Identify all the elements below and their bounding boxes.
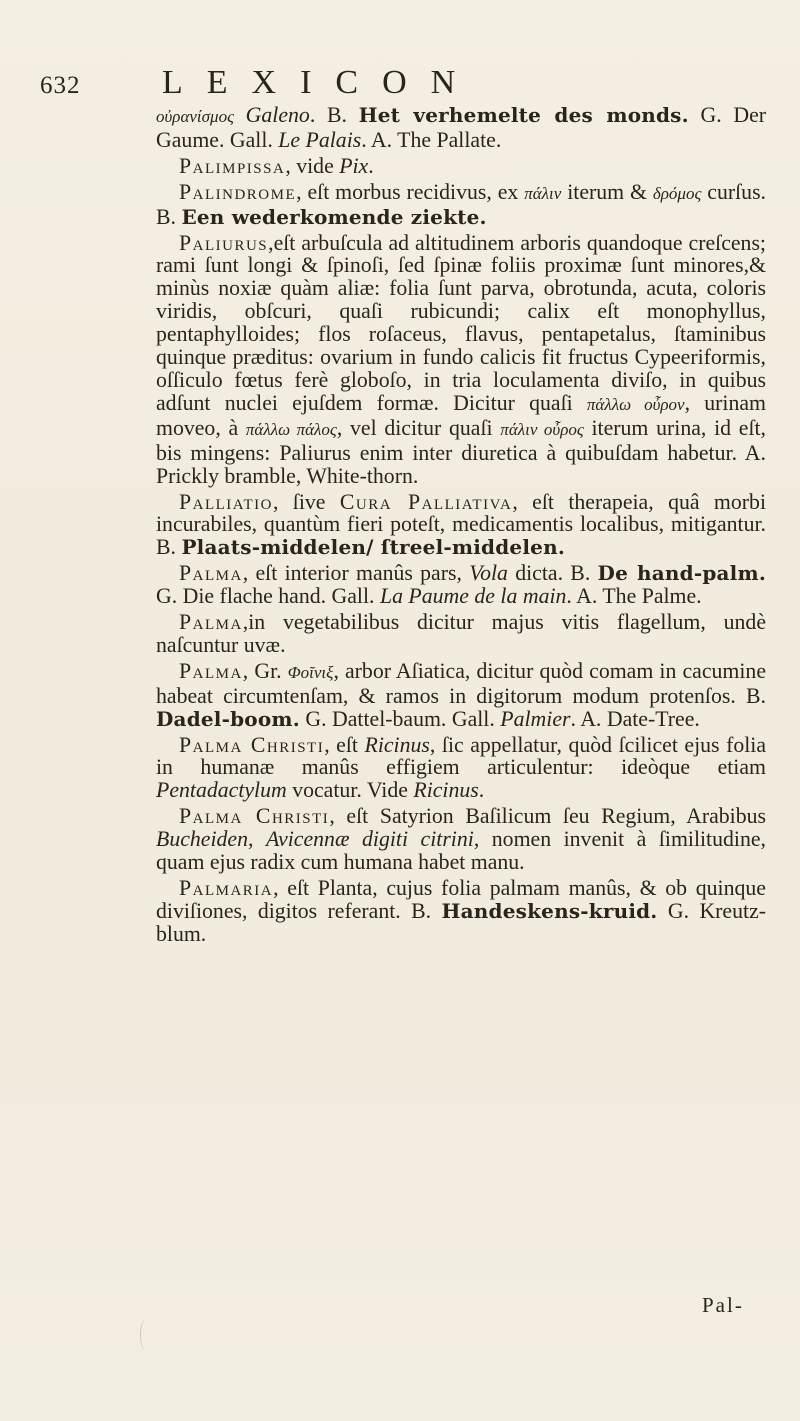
greek-term: πάλιν οὖρος [500, 419, 584, 439]
italic-term: Ricinus [413, 778, 479, 803]
running-title: LEXICON [162, 64, 480, 101]
entry-text: ,eſt arbuſcula ad altitudinem arboris quandoque creſcens; rami ſunt longi & ſpinoſi, ſed ſpinæ foliis proximæ ſunt minores,& minùs noxiæ quàm aliæ: folia ſunt parva, obrotunda, acuta, coloris viridis, obſcuri, quaſi rubicundi; calix eſt monophyllus, pentaphylloides; flos roſaceus, flavus, pentapetalus, ſtaminibus quinque præditus: ovarium in fundo calicis fit fructus Cypeeriformis, oſſiculo fœtus ferè globoſo, in tria loculamenta diviſo, in quibus adſunt nuclei ejuſdem formæ. Dicitur quaſi [156, 230, 766, 415]
entry-text: . A. The Pallate. [361, 127, 502, 152]
entry-headword: Palmaria [179, 876, 274, 900]
greek-term: πάλιν [524, 183, 562, 203]
entry-text: curſus. B. [156, 179, 767, 229]
italic-term: Vola [469, 561, 508, 586]
entry-text: . [368, 153, 374, 178]
entry-text: , eſt interior manûs pars, [242, 561, 470, 586]
entry-headword: Palma Christi [179, 732, 325, 757]
entry-text: , nomen invenit à ſimilitudine, quam ejus radix cum humana habet manu. [156, 827, 766, 875]
dutch-translation: Het verhemelte des monds. [358, 103, 689, 127]
lexicon-entry [156, 232, 766, 488]
entry-headword: Palma [179, 610, 243, 635]
entry-text: G. Kreutz-blum. [156, 898, 766, 946]
entry-text: , ſive [272, 489, 340, 514]
lexicon-entry [156, 491, 766, 560]
greek-term: δρόμος [652, 183, 702, 203]
entry-headword: Palindrome [179, 179, 297, 204]
lexicon-entry [156, 877, 766, 946]
entry-text: , eſt therapeia, quâ morbi incurabiles, quantùm fieri poteſt, medicamentis localibus, mitigantur. B. [156, 489, 766, 560]
lexicon-entry [156, 611, 766, 657]
lexicon-text [156, 104, 766, 949]
lexicon-entry [156, 805, 766, 874]
greek-term: Φοῖνιξ [287, 662, 334, 682]
dutch-translation: Dadel-boom. [156, 706, 300, 731]
italic-term: Palmier [500, 706, 571, 731]
italic-term: Avicennæ digiti citrini [265, 827, 474, 852]
entry-text: . B. [309, 103, 359, 127]
entry-headword: Palma [179, 561, 243, 586]
entry-text: , eſt Planta, cujus folia palmam manûs, & ob quinque diviſiones, digitos referant. B. [156, 876, 766, 923]
greek-term: πάλλω οὖρον [586, 394, 685, 414]
entry-text: G. Die flache hand. Gall. [156, 584, 380, 609]
entry-text: G. Dattel-baum. Gall. [299, 706, 501, 731]
italic-term: Pix [339, 153, 369, 178]
entry-text: dicta. B. [507, 561, 598, 586]
dutch-translation: Een wederkomende ziekte. [181, 204, 487, 229]
entry-text: , ſic appellatur, quòd ſcilicet ejus folia in humanæ manûs effigiem articulentur: ideòque etiam [156, 732, 767, 780]
entry-text: . A. The Palme. [566, 584, 702, 609]
entry-text: iterum & [561, 179, 653, 204]
lexicon-entry [156, 734, 766, 803]
entry-text: . [478, 778, 485, 803]
ink-mark [140, 1320, 151, 1350]
lexicon-entry [156, 562, 766, 608]
entry-text: , eſt morbus recidivus, ex [296, 179, 525, 204]
entry-greek-lead: οὐρανίσμος [156, 107, 234, 126]
entry-text: , Gr. [242, 658, 288, 683]
entry-text: , eſt [324, 732, 365, 757]
italic-term: Ricinus [364, 732, 430, 757]
dutch-translation: De hand-palm. [597, 561, 766, 586]
page-number: 632 [40, 72, 81, 99]
entry-text: , [248, 827, 266, 852]
entry-headword: Palma Christi [179, 804, 330, 829]
entry-text: . A. Date-Tree. [570, 706, 700, 731]
entry-text: , vel dicitur quaſi [336, 415, 501, 440]
lexicon-entry [156, 181, 766, 229]
catchword: Pal- [702, 1293, 744, 1317]
entry-text: vocatur. Vide [286, 778, 414, 803]
italic-term: Bucheiden [156, 827, 248, 852]
entry-text: iterum urina, id eſt, bis mingens: Paliurus enim inter diuretica à quibuſdam habetur. A. Prickly bramble, White-thorn. [156, 415, 766, 488]
entry-text: , eſt Satyrion Baſilicum ſeu Regium, Arabibus [329, 804, 767, 829]
dutch-translation: Handeskens-kruid. [441, 898, 658, 923]
entry-text: , arbor Aſiatica, dicitur quòd comam in cacumine habeat circumtenſam, & ramos in digitorum modum protenſos. B. [156, 658, 766, 708]
page-header [40, 64, 740, 104]
entry-text: G. Der Gaume. Gall. [156, 103, 767, 152]
entry-headword: Palma [179, 658, 243, 683]
entry-text: , urinam moveo, à [156, 390, 767, 440]
italic-term: Le Palais [278, 127, 362, 152]
lexicon-entry [156, 104, 766, 152]
italic-term: La Paume de la main [379, 584, 567, 609]
greek-term: πάλλω πάλος [245, 419, 337, 439]
entry-text: ,in vegetabilibus dicitur majus vitis flagellum, undè naſcuntur uvæ. [156, 610, 766, 657]
entry-text: , vide [285, 153, 340, 178]
entry-headword: Palliatio [179, 489, 273, 514]
smallcaps-term: Cura Palliativa [339, 489, 513, 514]
entry-headword: Paliurus [179, 230, 269, 255]
dutch-translation: Plaats-middelen/ ſtreel-middelen. [181, 535, 565, 560]
entry-headword: Palimpissa [179, 153, 286, 178]
italic-term: Galeno [233, 103, 310, 127]
lexicon-entry [156, 155, 766, 178]
italic-term: Pentadactylum [156, 778, 287, 803]
lexicon-entry [156, 660, 766, 731]
